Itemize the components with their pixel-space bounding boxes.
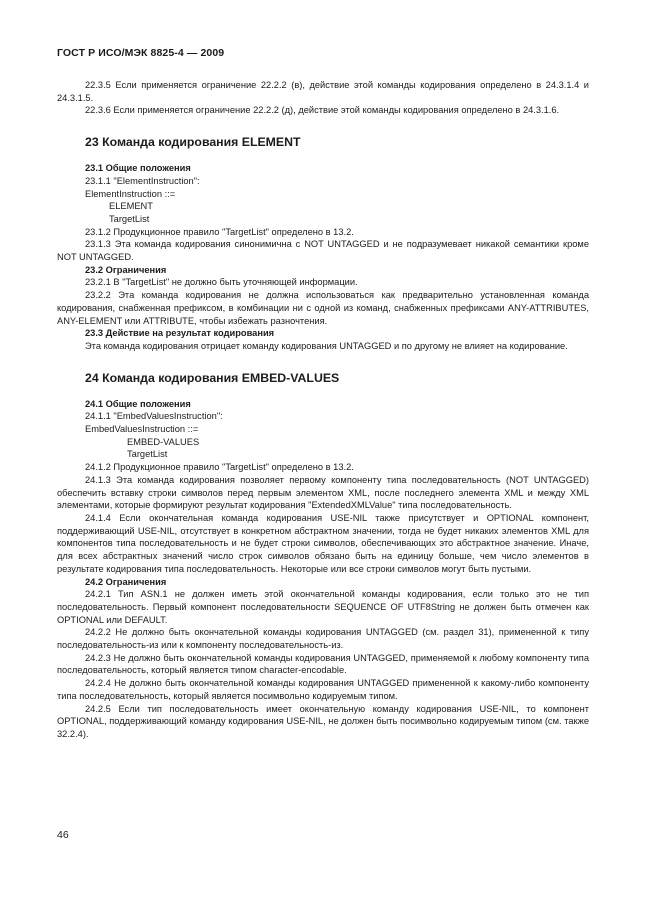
code-line: ELEMENT <box>109 201 153 212</box>
clause-24-1-4: 24.1.4 Если окончательная команда кодирования USE-NIL также присутствует и OPTIONAL компонент, поддерживающий USE-NIL, отсутствует в конкретном абстрактном значении, тогда не будет никаких элементов XML для компонентов типа последовательность и не будет строки символов, обеспечивающих это абстрактное значение. Иначе, для всех абстрактных значений число строк символов обязано быть на единицу больше, чем число элементов в результате кодирования типа последовательность. Некоторые или все строки символов могут быть пустыми. <box>57 512 589 574</box>
clause-24-1-1: 24.1.1 "EmbedValuesInstruction": <box>85 411 223 422</box>
code-line: TargetList <box>127 449 168 460</box>
clause-24-2-2: 24.2.2 Не должно быть окончательной команды кодирования UNTAGGED (см. раздел 31), примененной к типу последовательность-из или к компоненту последовательность-из. <box>57 627 589 651</box>
section-23-title: 23 Команда кодирования ELEMENT <box>85 135 301 150</box>
clause-24-2-4: 24.2.4 Не должно быть окончательной команды кодирования UNTAGGED примененной к какому-либо компоненту типа последовательность, который является посимвольно кодируемым типом. <box>57 678 589 701</box>
clause-23-1-3: 23.1.3 Эта команда кодирования синонимична с NOT UNTAGGED и не подразумевает никакой семантики кроме NOT UNTAGGED. <box>57 239 589 263</box>
clause-24-1-2: 24.1.2 Продукционное правило "TargetList" определено в 13.2. <box>85 462 354 473</box>
subsection-24-2-title: 24.2 Ограничения <box>85 576 167 587</box>
clause-24-1-3: 24.1.3 Эта команда кодирования позволяет первому компоненту типа последовательность (NOT UNTAGGED) обеспечить вставку строки символов перед первым элементом XML, после последнего элемента XML и между XML элементами, которые формируют результат кодирования "ExtendedXMLValue" типа последовательность. <box>57 474 589 511</box>
clause-24-2-5: 24.2.5 Если тип последовательность имеет окончательную команду кодирования USE-NIL, то компонент OPTIONAL, поддерживающий команду кодирования USE-NIL, не должен быть посимвольно кодируемым типом (см. также 32.2.4). <box>57 703 589 739</box>
page-number: 46 <box>57 829 69 841</box>
code-line: EMBED-VALUES <box>127 436 200 447</box>
page-body <box>57 79 589 741</box>
clause-22-3-6: 22.3.6 Если применяется ограничение 22.2.2 (д), действие этой команды кодирования определено в 24.3.1.6. <box>85 105 560 116</box>
clause-23-2-2: 23.2.2 Эта команда кодирования не должна использоваться как предварительно установленная команда кодирования, снабженная префиксом, в комбинации ни с одной из команд, снабженных префиксами ANY-ATTRIBUTES, ANY-ELEMENT или ATTRIBUTE, чтобы избежать разночтения. <box>57 290 589 326</box>
clause-24-2-3: 24.2.3 Не должно быть окончательной команды кодирования UNTAGGED, применяемой к любому компоненту типа последовательность, который является типом character-encodable. <box>57 652 589 676</box>
code-line: EmbedValuesInstruction ::= <box>85 424 199 435</box>
code-line: TargetList <box>109 213 150 224</box>
subsection-24-1-title: 24.1 Общие положения <box>85 398 191 409</box>
page-header: ГОСТ Р ИСО/МЭК 8825-4 — 2009 <box>57 47 225 59</box>
clause-24-2-1: 24.2.1 Тип ASN.1 не должен иметь этой окончательной команды кодирования, если только это не тип последовательность. Первый компонент последовательности SEQUENCE OF UTF8String не должен быть отмечен как OPTIONAL или DEFAULT. <box>57 589 589 625</box>
clause-23-1-1: 23.1.1 "ElementInstruction": <box>85 175 200 186</box>
section-24-title: 24 Команда кодирования EMBED-VALUES <box>85 370 340 385</box>
subsection-23-3-title: 23.3 Действие на результат кодирования <box>85 328 275 339</box>
clause-23-3: Эта команда кодирования отрицает команду кодирования UNTAGGED и по другому не влияет на кодирование. <box>85 340 568 351</box>
clause-22-3-5: 22.3.5 Если применяется ограничение 22.2.2 (в), действие этой команды кодирования определено в 24.3.1.4 и 24.3.1.5. <box>57 80 589 103</box>
clause-23-2-1: 23.2.1 В "TargetList" не должно быть уточняющей информации. <box>85 277 358 288</box>
code-line: ElementInstruction ::= <box>85 188 176 199</box>
subsection-23-1-title: 23.1 Общие положения <box>85 163 191 174</box>
subsection-23-2-title: 23.2 Ограничения <box>85 264 167 275</box>
clause-23-1-2: 23.1.2 Продукционное правило "TargetList" определено в 13.2. <box>85 226 354 237</box>
